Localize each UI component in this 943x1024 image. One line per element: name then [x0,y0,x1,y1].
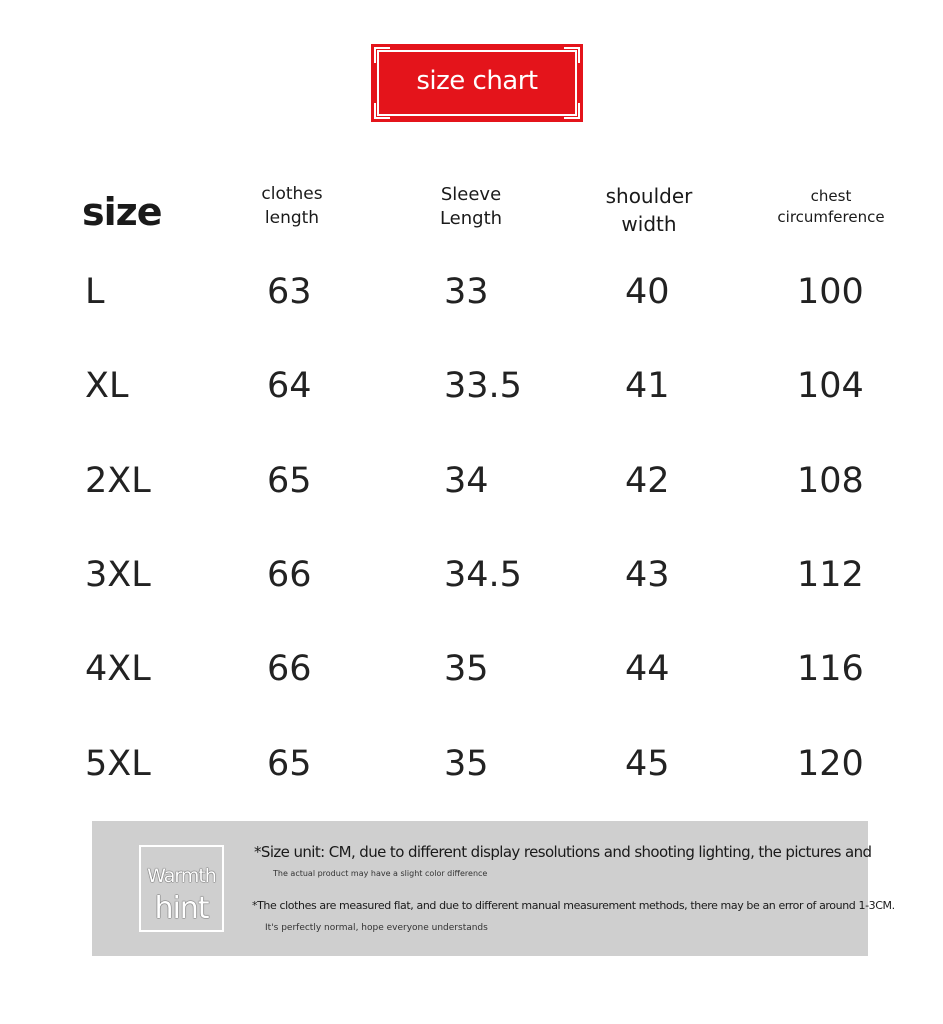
table-row [0,649,943,699]
banner-title: size chart [416,66,538,96]
sleeve-length-cell: 35 [444,744,489,784]
header-size: size [82,190,162,234]
header-shoulder-width [606,182,693,238]
sleeve-length-cell: 35 [444,649,489,689]
sleeve-length-cell: 34 [444,461,489,501]
shoulder-width-cell: 43 [625,555,670,595]
header-clothes-length [261,182,322,230]
understanding-note: It's perfectly normal, hope everyone understands [265,923,488,933]
header-chest-circumference [777,186,884,228]
size-cell: 3XL [85,555,151,595]
header-shoulder-width-line1: shoulder [605,184,693,208]
header-sleeve-length [440,183,502,231]
shoulder-width-cell: 45 [625,744,670,784]
chest-cell: 116 [797,649,864,689]
header-chest-line2: circumference [777,208,885,226]
size-cell: 4XL [85,649,151,689]
sleeve-length-cell: 33 [444,272,489,312]
chest-cell: 108 [797,461,864,501]
shoulder-width-cell: 42 [625,461,670,501]
size-cell: L [85,272,105,312]
sleeve-length-cell: 34.5 [444,555,522,595]
clothes-length-cell: 66 [267,555,312,595]
clothes-length-cell: 65 [267,461,312,501]
chest-cell: 100 [797,272,864,312]
chest-cell: 112 [797,555,864,595]
size-cell: 5XL [85,744,151,784]
size-unit-note: *Size unit: CM, due to different display resolutions and shooting lighting, the pictures and [254,843,872,861]
chest-cell: 120 [797,744,864,784]
table-row [0,461,943,511]
header-sleeve-length-line1: Sleeve [440,184,502,205]
header-shoulder-width-line2: width [621,212,677,236]
warmth-hint-box [92,821,895,956]
color-difference-note: The actual product may have a slight color difference [273,869,488,878]
shoulder-width-cell: 40 [625,272,670,312]
shoulder-width-cell: 41 [625,366,670,406]
table-row [0,555,943,605]
clothes-length-cell: 66 [267,649,312,689]
badge-line-hint: hint [154,891,209,926]
table-row [0,366,943,416]
clothes-length-cell: 64 [267,366,312,406]
sleeve-length-cell: 33.5 [444,366,522,406]
clothes-length-cell: 63 [267,272,312,312]
clothes-length-cell: 65 [267,744,312,784]
table-row [0,272,943,322]
size-cell: XL [85,366,129,406]
badge-line-warmth: Warmth [147,865,216,887]
measurement-note: *The clothes are measured flat, and due to different manual measurement methods, there may be an error of around 1-3CM. [252,899,895,912]
shoulder-width-cell: 44 [625,649,670,689]
warmth-hint-badge [139,845,224,932]
header-clothes-length-line1: clothes [261,184,323,204]
header-chest-line1: chest [810,187,852,205]
size-cell: 2XL [85,461,151,501]
header-sleeve-length-line2: Length [439,208,503,229]
table-row [0,744,943,794]
header-clothes-length-line2: length [264,208,320,228]
chest-cell: 104 [797,366,864,406]
